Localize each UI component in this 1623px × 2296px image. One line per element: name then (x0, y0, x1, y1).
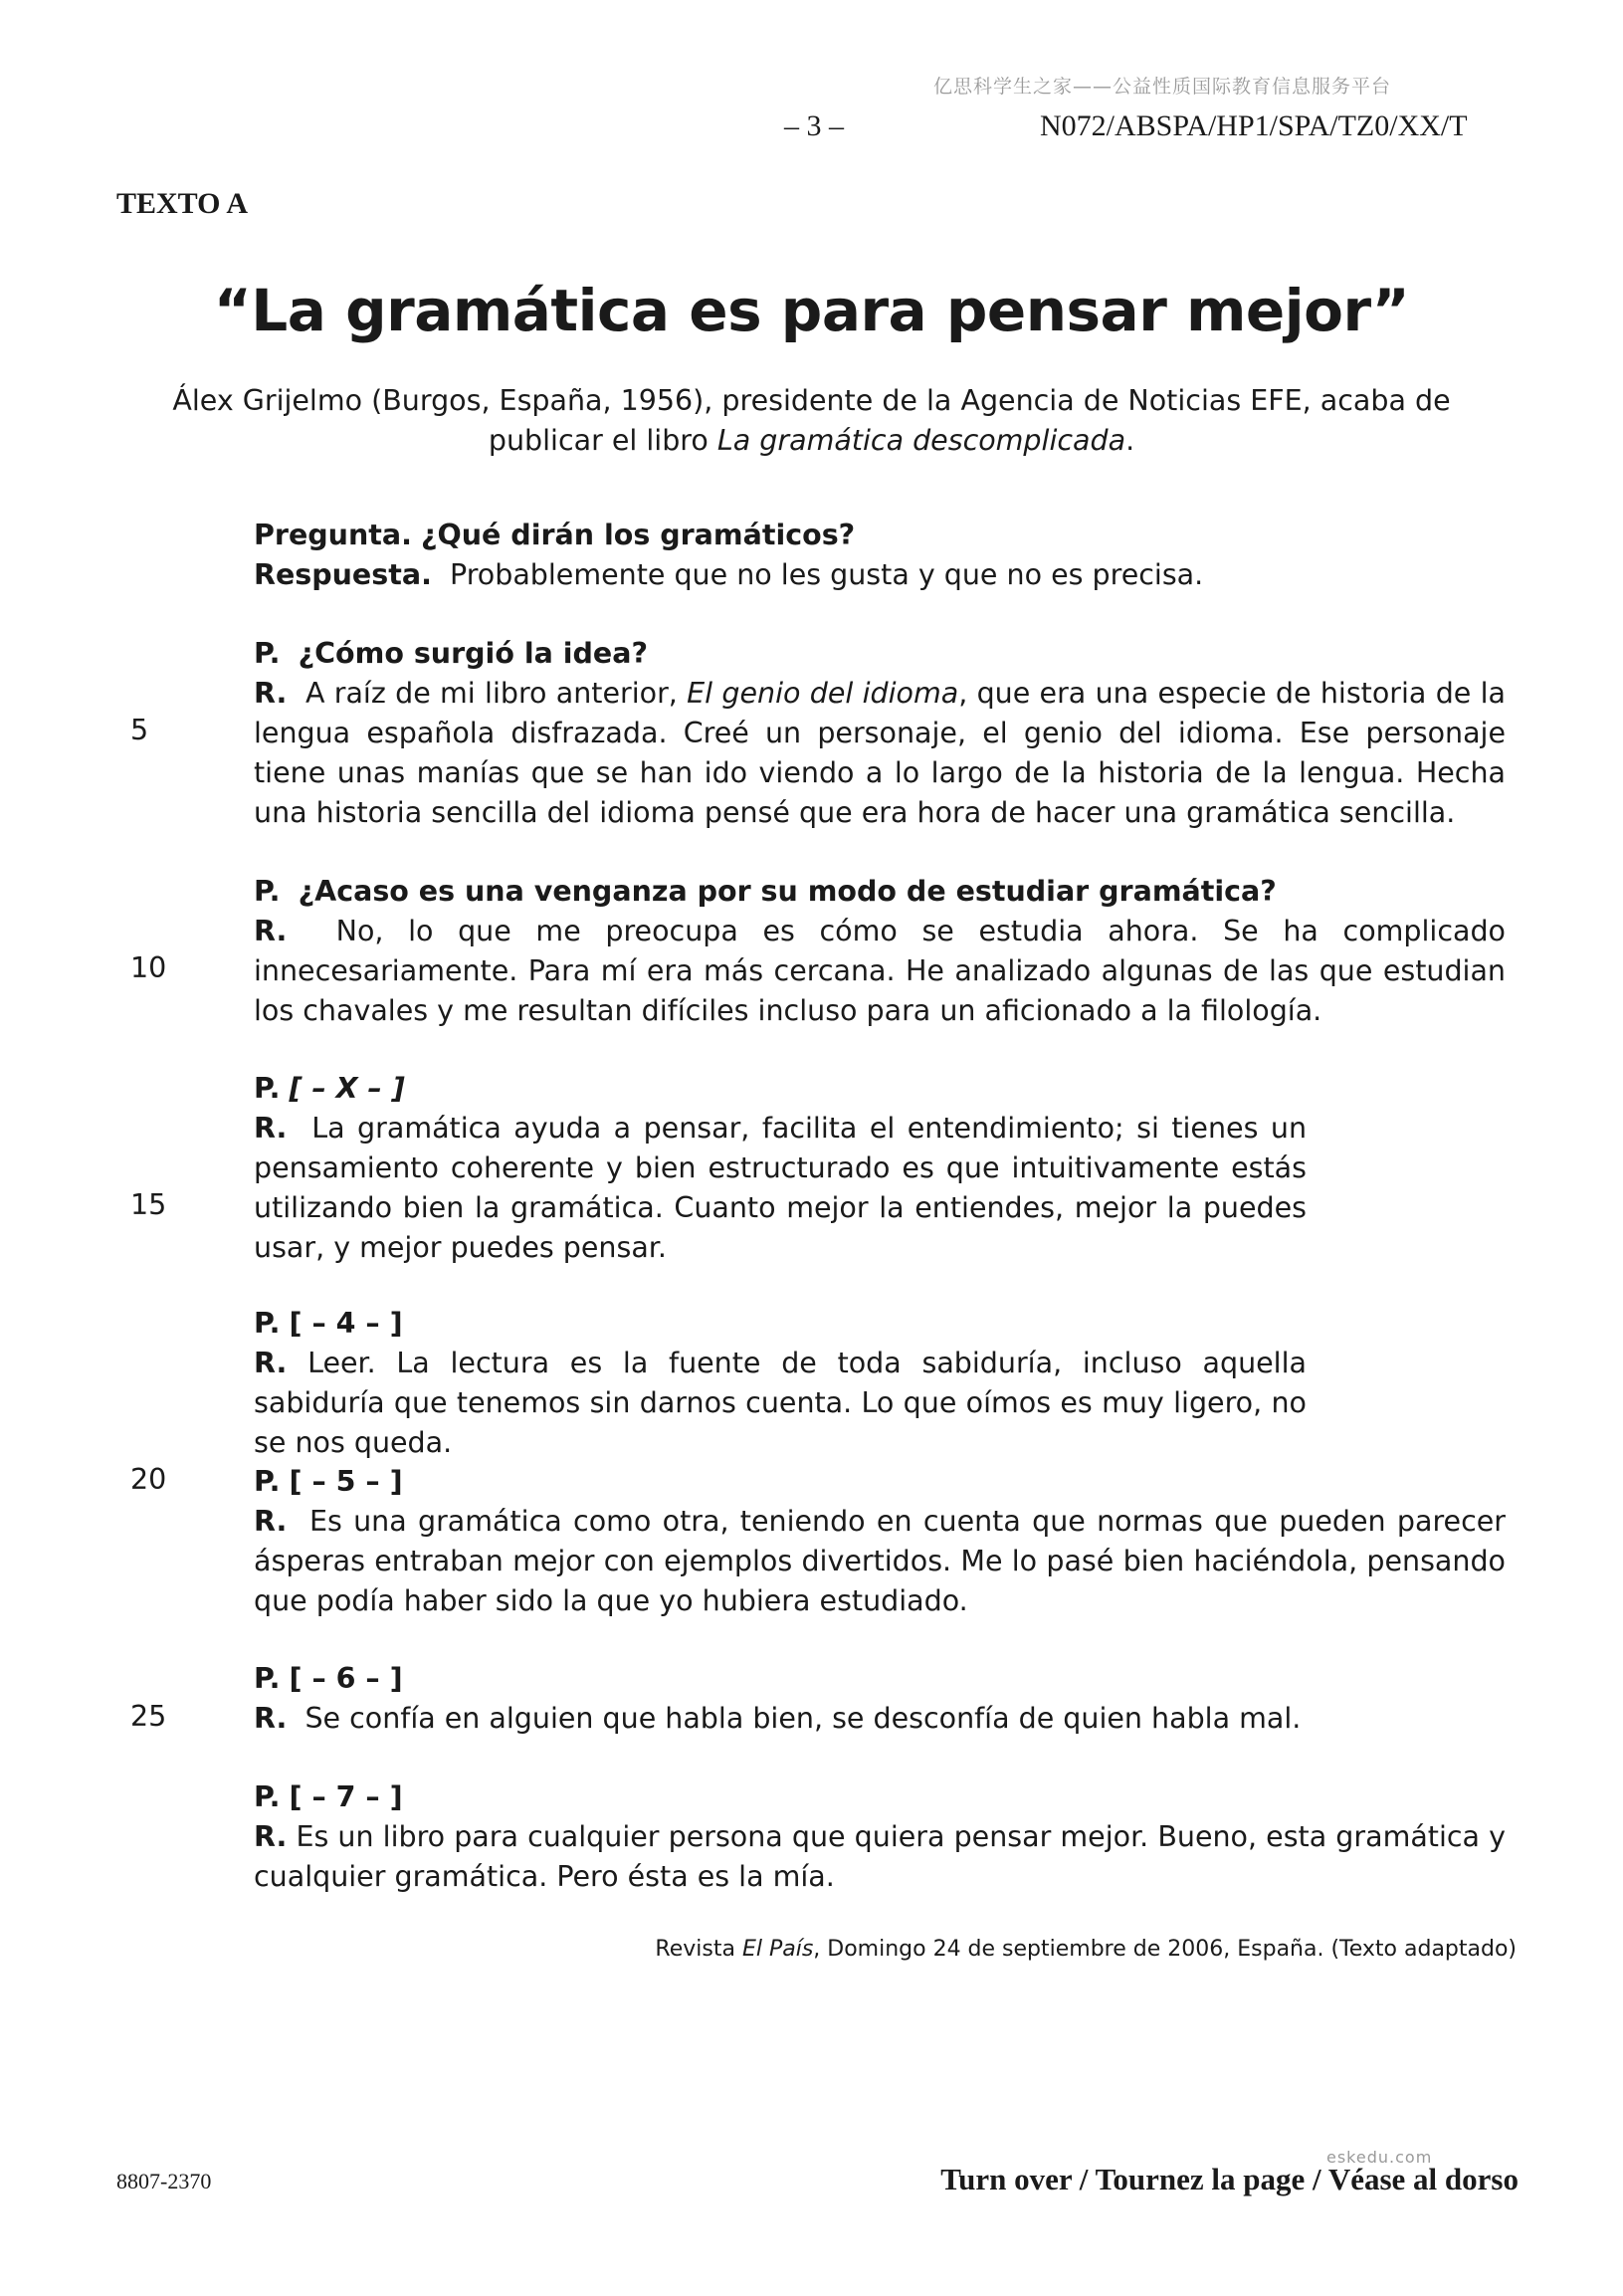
question-text: [ – 6 – ] (289, 1662, 403, 1695)
source-rest: , Domingo 24 de septiembre de 2006, España. (Texto adaptado) (813, 1937, 1517, 1962)
question-label: P. (254, 1780, 281, 1813)
line-number: 20 (130, 1463, 167, 1496)
qa-block-4 (254, 1069, 1307, 1268)
question-label: P. (254, 637, 281, 670)
answer-text: Probablemente que no les gusta y que no es precisa. (450, 558, 1204, 591)
intro-end: . (1125, 424, 1135, 457)
source-magazine: El País (741, 1937, 814, 1962)
answer-label: R. (254, 915, 288, 947)
question-label: P. (254, 875, 281, 908)
article-title: “La gramática es para pensar mejor” (213, 277, 1410, 344)
texto-label: TEXTO A (116, 187, 248, 220)
qa-block-8 (254, 1777, 1506, 1897)
question-text: [ – 7 – ] (289, 1780, 403, 1813)
qa-block-7 (254, 1659, 1506, 1739)
answer-label: R. (254, 677, 288, 710)
answer-text: Es un libro para cualquier persona que quiera pensar mejor. Bueno, esta gramática y cualquier gramática. Pero ésta es la mía. (254, 1820, 1507, 1893)
qa-block-1 (254, 516, 1506, 595)
question-text: [ – 5 – ] (289, 1465, 403, 1498)
question (254, 1069, 1307, 1109)
answer (254, 1699, 1506, 1739)
answer-label: R. (254, 1702, 288, 1735)
question (254, 1659, 1506, 1699)
answer-text: Se confía en alguien que habla bien, se desconfía de quien habla mal. (304, 1702, 1302, 1735)
answer-label: R. (254, 1112, 288, 1145)
answer (254, 1502, 1506, 1621)
qa-block-5 (254, 1304, 1307, 1463)
footer-code: 8807-2370 (116, 2169, 212, 2193)
question (254, 516, 1506, 555)
answer (254, 1344, 1307, 1463)
answer-text: Es una gramática como otra, teniendo en cuenta que normas que pueden parecer ásperas entraban mejor con ejemplos divertidos. Me lo pasé bien haciéndola, pensando que podía haber sido la que yo hubiera estudiado. (254, 1505, 1506, 1617)
question-label: P. (254, 1662, 281, 1695)
answer (254, 674, 1506, 833)
question (254, 634, 1506, 674)
question-text: [ – X – ] (289, 1072, 405, 1105)
answer-label: R. (254, 1347, 288, 1379)
question-label: Pregunta. (254, 519, 412, 551)
answer-label: R. (254, 1505, 288, 1538)
turn-over-text: Turn over / Tournez la page / Véase al dorso (940, 2162, 1519, 2196)
answer-text: La gramática ayuda a pensar, facilita el entendimiento; si tienes un pensamiento coherente y bien estructurado es que intuitivamente estás utilizando bien la gramática. Cuanto mejor la entiendes, mejor la puedes usar, y mejor puedes pensar. (254, 1112, 1308, 1264)
question-text: ¿Acaso es una venganza por su modo de estudiar gramática? (298, 875, 1277, 908)
line-number: 15 (130, 1188, 167, 1221)
answer (254, 1109, 1307, 1268)
question (254, 1777, 1506, 1817)
header-watermark: 亿思科学生之家——公益性质国际教育信息服务平台 (933, 76, 1392, 98)
answer-label: R. (254, 1820, 288, 1853)
question-text: [ – 4 – ] (289, 1307, 403, 1340)
intro-text: Álex Grijelmo (Burgos, España, 1956), presidente de la Agencia de Noticias EFE, acaba de publicar el libro (172, 384, 1451, 457)
question-text: ¿Qué dirán los gramáticos? (421, 519, 856, 551)
answer (254, 555, 1506, 595)
exam-code: N072/ABSPA/HP1/SPA/TZ0/XX/T (1040, 109, 1468, 142)
question (254, 1304, 1307, 1344)
question (254, 1462, 1506, 1502)
answer-book-title: El genio del idioma (687, 677, 959, 710)
footer-watermark: eskedu.com (1326, 2148, 1433, 2167)
article-source (655, 1937, 1517, 1962)
line-number: 10 (130, 951, 167, 984)
question-label: P. (254, 1307, 281, 1340)
question-label: P. (254, 1072, 281, 1105)
answer-text: No, lo que me preocupa es cómo se estudia ahora. Se ha complicado innecesariamente. Para mí era más cercana. He analizado algunas de las que estudian los chavales y me resultan difíciles incluso para un aficionado a la filología. (254, 915, 1506, 1027)
page-number: – 3 – (784, 109, 844, 142)
line-number: 5 (130, 714, 149, 746)
qa-block-2 (254, 634, 1506, 833)
question (254, 872, 1506, 912)
qa-block-6 (254, 1462, 1506, 1621)
source-prefix: Revista (655, 1937, 742, 1962)
question-label: P. (254, 1465, 281, 1498)
answer-text-after: , que era una especie de historia de la lengua española disfrazada. Creé un personaje, el genio del idioma. Ese personaje tiene unas manías que se han ido viendo a lo largo de la historia de la lengua. Hecha una historia sencilla del idioma pensé que era hora de hacer una gramática sencilla. (254, 677, 1507, 829)
qa-block-3 (254, 872, 1506, 1031)
question-text: ¿Cómo surgió la idea? (298, 637, 649, 670)
answer (254, 912, 1506, 1031)
article-intro (129, 381, 1494, 461)
answer (254, 1817, 1506, 1897)
intro-book-title: La gramática descomplicada (716, 424, 1126, 457)
line-number: 25 (130, 1700, 167, 1733)
answer-text-before: A raíz de mi libro anterior, (304, 677, 688, 710)
answer-text: Leer. La lectura es la fuente de toda sabiduría, incluso aquella sabiduría que tenemos sin darnos cuenta. Lo que oímos es muy ligero, no se nos queda. (254, 1347, 1307, 1459)
answer-label: Respuesta. (254, 558, 432, 591)
